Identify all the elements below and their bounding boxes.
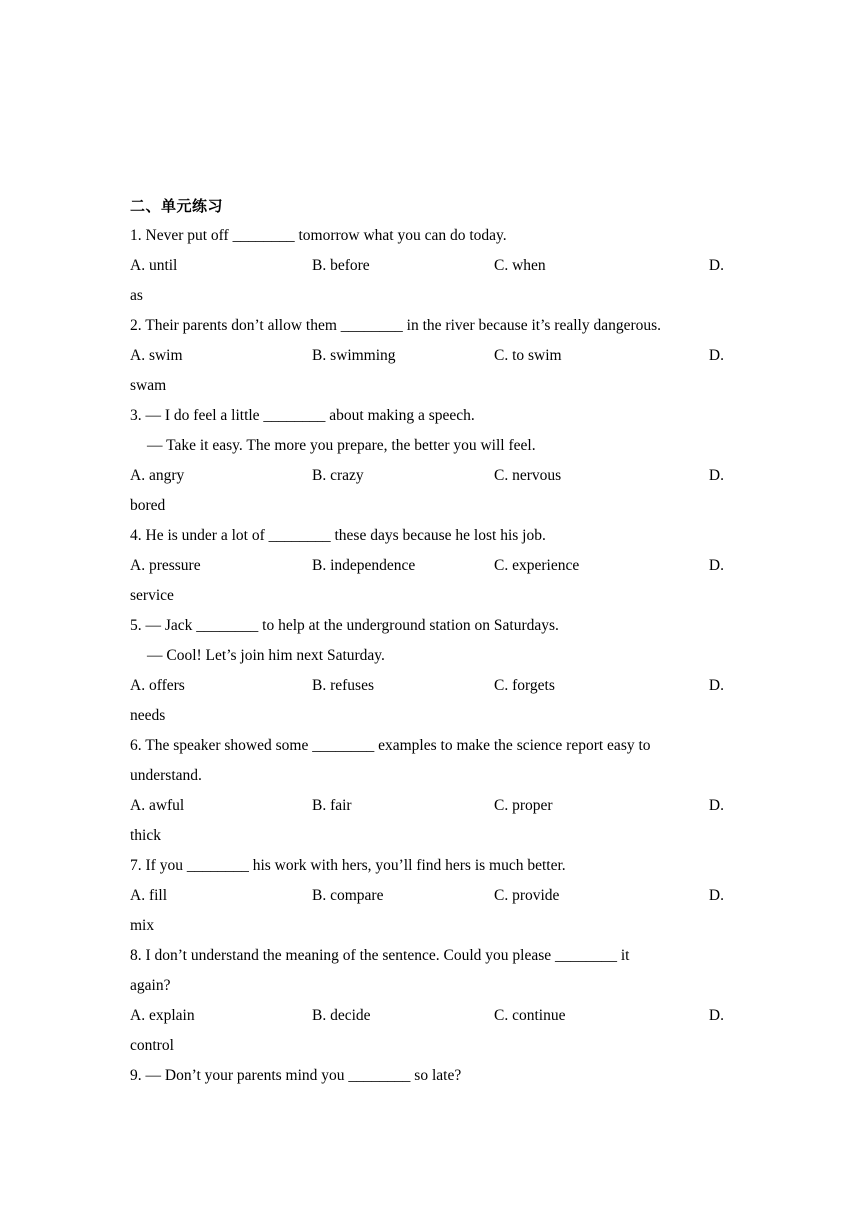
option-d-text: swam (130, 377, 167, 394)
option-a: A. explain (130, 1007, 195, 1024)
option-d-label: D. (708, 677, 724, 694)
option-b: B. swimming (312, 347, 396, 364)
question-7 (130, 851, 724, 941)
question-stem-continued: understand. (130, 767, 202, 784)
option-a: A. fill (130, 887, 168, 904)
question-stem: 8. I don’t understand the meaning of the sentence. Could you please ________ it (130, 947, 630, 964)
question-stem: 9. — Don’t your parents mind you ________ so late? (130, 1067, 462, 1084)
option-c: C. proper (494, 797, 553, 814)
options-row (130, 881, 724, 911)
question-9 (130, 1061, 724, 1091)
question-stem: 4. He is under a lot of ________ these days because he lost his job. (130, 527, 546, 544)
question-stem-reply: — Cool! Let’s join him next Saturday. (147, 647, 385, 664)
question-stem-continued: again? (130, 977, 171, 994)
option-d-label: D. (708, 467, 724, 484)
option-d-label: D. (708, 557, 724, 574)
option-a: A. swim (130, 347, 183, 364)
options-row (130, 341, 724, 371)
question-stem: 1. Never put off ________ tomorrow what you can do today. (130, 227, 507, 244)
question-stem: 3. — I do feel a little ________ about making a speech. (130, 407, 475, 424)
question-stem: 7. If you ________ his work with hers, you’ll find hers is much better. (130, 857, 566, 874)
option-a: A. angry (130, 467, 185, 484)
option-b: B. compare (312, 887, 384, 904)
option-c: C. continue (494, 1007, 566, 1024)
question-stem: 6. The speaker showed some ________ examples to make the science report easy to (130, 737, 651, 754)
exercise-section (130, 191, 724, 1091)
options-row (130, 791, 724, 821)
option-c: C. nervous (494, 467, 562, 484)
option-d-text: thick (130, 827, 161, 844)
option-b: B. before (312, 257, 370, 274)
option-d-label: D. (708, 257, 724, 274)
options-row (130, 1001, 724, 1031)
option-a: A. pressure (130, 557, 201, 574)
option-b: B. refuses (312, 677, 374, 694)
question-3 (130, 401, 724, 521)
option-d-label: D. (708, 797, 724, 814)
options-row (130, 551, 724, 581)
option-c: C. provide (494, 887, 560, 904)
question-stem: 2. Their parents don’t allow them ________ in the river because it’s really dangerous. (130, 317, 662, 334)
option-d-label: D. (708, 1007, 724, 1024)
option-b: B. crazy (312, 467, 364, 484)
option-b: B. fair (312, 797, 352, 814)
option-a: A. offers (130, 677, 185, 694)
options-row (130, 251, 724, 281)
question-stem: 5. — Jack ________ to help at the underground station on Saturdays. (130, 617, 559, 634)
question-8 (130, 941, 724, 1061)
options-row (130, 671, 724, 701)
option-d-text: service (130, 587, 174, 604)
option-d-text: as (130, 287, 143, 304)
option-c: C. when (494, 257, 546, 274)
option-b: B. decide (312, 1007, 371, 1024)
question-stem-reply: — Take it easy. The more you prepare, the better you will feel. (147, 437, 536, 454)
option-a: A. until (130, 257, 178, 274)
question-6 (130, 731, 724, 851)
option-d-label: D. (708, 347, 724, 364)
question-1 (130, 221, 724, 311)
option-d-text: needs (130, 707, 166, 724)
question-5 (130, 611, 724, 731)
option-d-text: mix (130, 917, 155, 934)
question-2 (130, 311, 724, 401)
option-d-text: bored (130, 497, 166, 514)
option-c: C. to swim (494, 347, 562, 364)
options-row (130, 461, 724, 491)
question-4 (130, 521, 724, 611)
option-c: C. forgets (494, 677, 555, 694)
option-c: C. experience (494, 557, 580, 574)
option-a: A. awful (130, 797, 185, 814)
option-d-label: D. (708, 887, 724, 904)
option-d-text: control (130, 1037, 174, 1054)
section-title: 二、单元练习 (130, 197, 224, 215)
option-b: B. independence (312, 557, 416, 574)
